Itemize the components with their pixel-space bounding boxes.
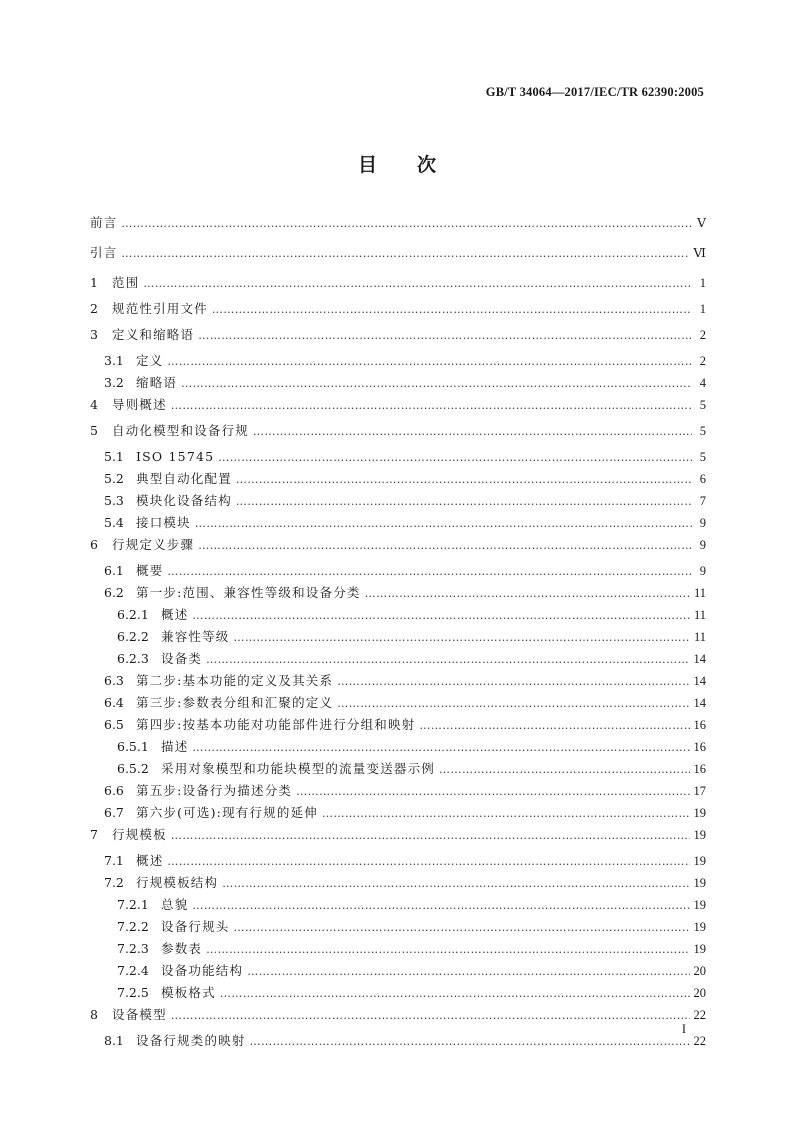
toc-entry-number: 7.2.5 <box>117 985 149 1000</box>
toc-entry-number: 6.4 <box>104 695 124 710</box>
toc-entry[interactable] <box>90 585 706 602</box>
toc-entry-label: 规范性引用文件 <box>112 301 208 316</box>
toc-dot-leader <box>322 806 690 822</box>
toc-entry-number: 6 <box>90 537 98 552</box>
toc-entry[interactable] <box>90 563 706 580</box>
toc-entry[interactable] <box>90 783 706 800</box>
toc-dot-leader <box>236 472 692 488</box>
toc-entry-number: 1 <box>90 275 98 290</box>
toc-entry-number: 3.2 <box>104 375 124 390</box>
toc-dot-leader <box>439 762 689 778</box>
toc-entry-label: 第五步:设备行为描述分类 <box>136 783 293 798</box>
toc-entry-number: 3.1 <box>104 353 124 368</box>
toc-dot-leader <box>192 608 690 624</box>
toc-entry-label: 第六步(可选):现有行规的延伸 <box>136 805 318 820</box>
toc-entry-label: 设备类 <box>161 651 203 666</box>
toc-entry[interactable] <box>90 941 706 958</box>
toc-entry-number: 4 <box>90 397 98 412</box>
toc-entry-page: 19 <box>693 806 706 820</box>
toc-entry[interactable] <box>90 275 706 292</box>
toc-dot-leader <box>171 398 692 414</box>
toc-dot-leader <box>365 586 690 602</box>
toc-entry-label: 接口模块 <box>136 515 191 530</box>
toc-entry-page: 19 <box>693 854 706 868</box>
toc-entry-label: 第一步:范围、兼容性等级和设备分类 <box>136 585 361 600</box>
toc-entry-number: 6.2.2 <box>117 629 149 644</box>
toc-entry-page: 19 <box>693 920 706 934</box>
toc-entry-page: 20 <box>693 986 706 1000</box>
toc-entry-label: 设备功能结构 <box>161 963 244 978</box>
toc-entry-number: 6.7 <box>104 805 124 820</box>
page-number: I <box>681 1022 686 1036</box>
toc-entry-page: 22 <box>693 1008 706 1022</box>
toc-dot-leader <box>222 876 689 892</box>
toc-entry-label: 第三步:参数表分组和汇聚的定义 <box>136 695 334 710</box>
toc-entry-label: 模块化设备结构 <box>136 493 232 508</box>
toc-entry-label: 采用对象模型和功能块模型的流量变送器示例 <box>161 761 436 776</box>
toc-dot-leader <box>167 564 692 580</box>
toc-entry-label: 概要 <box>136 563 164 578</box>
toc-dot-leader <box>167 354 692 370</box>
toc-entry[interactable] <box>90 897 706 914</box>
toc-entry-label: 参数表 <box>161 941 203 956</box>
toc-entry-label: 第二步:基本功能的定义及其关系 <box>136 673 334 688</box>
toc-entry-number: 7.2.2 <box>117 919 149 934</box>
toc-entry-page: 5 <box>699 398 706 412</box>
toc-entry-number: 5 <box>90 423 98 438</box>
toc-dot-leader <box>220 986 690 1002</box>
toc-entry-number: 2 <box>90 301 98 316</box>
toc-entry-page: 5 <box>699 424 706 438</box>
toc-entry-page: 19 <box>693 942 706 956</box>
toc-entry[interactable] <box>90 695 706 712</box>
toc-dot-leader <box>236 494 692 510</box>
toc-dot-leader <box>192 898 689 914</box>
toc-entry-page: 4 <box>699 376 706 390</box>
toc-entry-page: Ⅵ <box>693 246 706 260</box>
toc-entry-number: 5.1 <box>104 449 124 464</box>
toc-entry-number: 5.2 <box>104 471 124 486</box>
toc-entry-page: 1 <box>699 302 706 316</box>
toc-entry[interactable] <box>90 1007 706 1024</box>
toc-dot-leader <box>171 1008 690 1024</box>
toc-dot-leader <box>143 276 692 292</box>
toc-entry-label: 第四步:按基本功能对功能部件进行分组和映射 <box>136 717 416 732</box>
toc-entry-number: 7.1 <box>104 853 124 868</box>
toc-entry-page: 17 <box>693 784 706 798</box>
toc-dot-leader <box>247 964 689 980</box>
toc-entry-page: 22 <box>693 1034 706 1048</box>
toc-entry[interactable] <box>90 717 706 734</box>
toc-dot-leader <box>167 854 689 870</box>
toc-entry[interactable] <box>90 449 706 466</box>
toc-entry-number: 8.1 <box>104 1033 124 1048</box>
toc-entry-number: 6.5.1 <box>117 739 149 754</box>
toc-entry[interactable] <box>90 739 706 756</box>
toc-entry[interactable] <box>90 853 706 870</box>
toc-dot-leader <box>171 828 690 844</box>
toc-dot-leader <box>198 328 692 344</box>
toc-entry-label: 概述 <box>136 853 164 868</box>
toc-entry-label: 典型自动化配置 <box>136 471 232 486</box>
toc-entry-label: 导则概述 <box>112 397 167 412</box>
toc-entry[interactable] <box>90 1033 706 1050</box>
toc-entry[interactable] <box>90 375 706 392</box>
toc-entry-number: 7.2 <box>104 875 124 890</box>
toc-dot-leader <box>206 942 689 958</box>
toc-entry-number: 5.3 <box>104 493 124 508</box>
toc-entry-page: 11 <box>693 608 706 622</box>
title-char-1: 目 <box>357 154 377 176</box>
toc-dot-leader <box>419 718 689 734</box>
toc-entry-number: 5.4 <box>104 515 124 530</box>
toc-entry-label: 概述 <box>161 607 189 622</box>
table-of-contents <box>90 215 706 1055</box>
toc-entry-label: 缩略语 <box>136 375 178 390</box>
toc-entry[interactable] <box>90 651 706 668</box>
toc-entry-label: 引言 <box>90 245 118 260</box>
toc-entry[interactable] <box>90 805 706 822</box>
standard-code: GB/T 34064—2017/IEC/TR 62390:2005 <box>485 85 704 99</box>
toc-dot-leader <box>296 784 689 800</box>
toc-entry-label: 行规模板 <box>112 827 167 842</box>
toc-entry-number: 6.2.3 <box>117 651 149 666</box>
toc-entry-label: 行规模板结构 <box>136 875 219 890</box>
toc-entry-page: 20 <box>693 964 706 978</box>
toc-entry-number: 6.6 <box>104 783 124 798</box>
toc-entry-page: 16 <box>693 718 706 732</box>
toc-entry[interactable] <box>90 215 706 232</box>
toc-dot-leader <box>212 302 692 318</box>
toc-entry-page: 14 <box>693 696 706 710</box>
toc-dot-leader <box>206 652 689 668</box>
toc-entry[interactable] <box>90 985 706 1002</box>
toc-entry[interactable] <box>90 761 706 778</box>
toc-entry-number: 7.2.1 <box>117 897 149 912</box>
toc-entry[interactable] <box>90 827 706 844</box>
title-char-2: 次 <box>417 154 437 176</box>
toc-entry-number: 3 <box>90 327 98 342</box>
toc-entry[interactable] <box>90 301 706 318</box>
toc-entry-label: 设备模型 <box>112 1007 167 1022</box>
toc-dot-leader <box>192 740 689 756</box>
toc-entry-page: 11 <box>693 630 706 644</box>
toc-entry-number: 6.5.2 <box>117 761 149 776</box>
toc-entry[interactable] <box>90 537 706 554</box>
toc-entry-page: 11 <box>693 586 706 600</box>
toc-entry-label: 描述 <box>161 739 189 754</box>
toc-entry-label: 设备行规类的映射 <box>136 1033 246 1048</box>
toc-entry-number: 6.5 <box>104 717 124 732</box>
toc-entry-number: 7.2.3 <box>117 941 149 956</box>
toc-entry[interactable] <box>90 629 706 646</box>
toc-entry-number: 7 <box>90 827 98 842</box>
toc-entry[interactable] <box>90 353 706 370</box>
toc-entry-page: 7 <box>699 494 706 508</box>
toc-entry[interactable] <box>90 963 706 980</box>
toc-entry-page: Ⅴ <box>696 216 706 230</box>
toc-entry[interactable] <box>90 397 706 414</box>
toc-entry-label: 模板格式 <box>161 985 216 1000</box>
toc-entry-page: 19 <box>693 898 706 912</box>
toc-entry[interactable] <box>90 673 706 690</box>
page-title <box>0 150 794 177</box>
toc-dot-leader <box>253 424 692 440</box>
toc-dot-leader <box>198 538 692 554</box>
toc-entry-page: 16 <box>693 762 706 776</box>
toc-entry-label: 兼容性等级 <box>161 629 230 644</box>
toc-entry[interactable] <box>90 493 706 510</box>
toc-entry-page: 19 <box>693 876 706 890</box>
toc-entry-page: 16 <box>693 740 706 754</box>
toc-dot-leader <box>121 246 689 262</box>
toc-entry-number: 6.2 <box>104 585 124 600</box>
toc-entry-number: 6.3 <box>104 673 124 688</box>
toc-dot-leader <box>121 216 692 232</box>
toc-dot-leader <box>218 450 692 466</box>
toc-entry-label: 定义 <box>136 353 164 368</box>
toc-entry-page: 9 <box>699 538 706 552</box>
toc-entry[interactable] <box>90 919 706 936</box>
toc-entry[interactable] <box>90 875 706 892</box>
toc-entry-page: 19 <box>693 828 706 842</box>
toc-entry-label: 范围 <box>112 275 140 290</box>
toc-entry-page: 14 <box>693 674 706 688</box>
toc-entry-page: 2 <box>699 354 706 368</box>
toc-entry-label: 行规定义步骤 <box>112 537 195 552</box>
toc-dot-leader <box>195 516 692 532</box>
toc-dot-leader <box>234 630 690 646</box>
toc-entry-page: 5 <box>699 450 706 464</box>
toc-entry-label: 自动化模型和设备行规 <box>112 423 250 438</box>
toc-entry[interactable] <box>90 245 706 262</box>
toc-entry[interactable] <box>90 423 706 440</box>
toc-dot-leader <box>250 1034 690 1050</box>
toc-dot-leader <box>181 376 692 392</box>
toc-entry-number: 7.2.4 <box>117 963 149 978</box>
toc-entry-label: 设备行规头 <box>161 919 230 934</box>
toc-entry-number: 6.1 <box>104 563 124 578</box>
toc-entry-label: 定义和缩略语 <box>112 327 195 342</box>
toc-entry-page: 9 <box>699 516 706 530</box>
toc-entry-page: 9 <box>699 564 706 578</box>
toc-entry-page: 1 <box>699 276 706 290</box>
toc-entry-number: 8 <box>90 1007 98 1022</box>
toc-entry-page: 14 <box>693 652 706 666</box>
toc-entry[interactable] <box>90 607 706 624</box>
toc-entry-page: 6 <box>699 472 706 486</box>
toc-entry[interactable] <box>90 471 706 488</box>
toc-dot-leader <box>337 674 689 690</box>
toc-entry[interactable] <box>90 327 706 344</box>
toc-entry-number: 6.2.1 <box>117 607 149 622</box>
toc-entry-label: 总貌 <box>161 897 189 912</box>
toc-entry[interactable] <box>90 515 706 532</box>
toc-dot-leader <box>234 920 690 936</box>
toc-entry-label: 前言 <box>90 215 118 230</box>
toc-dot-leader <box>337 696 689 712</box>
toc-entry-label: ISO 15745 <box>136 449 215 464</box>
toc-entry-page: 2 <box>699 328 706 342</box>
